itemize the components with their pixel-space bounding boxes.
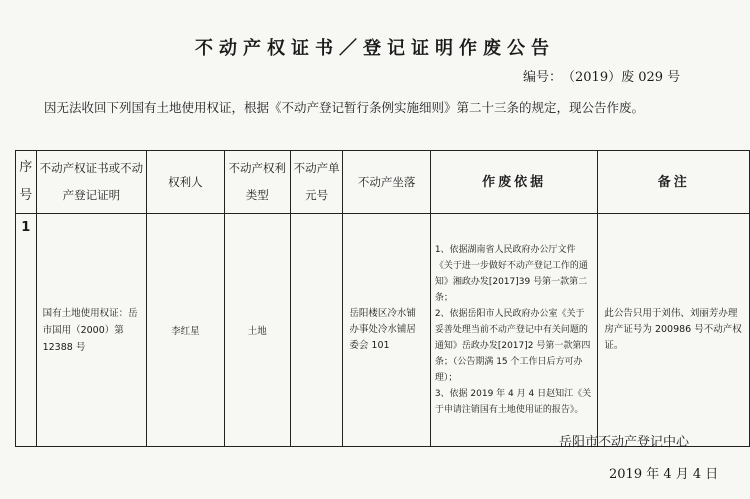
cell-cert: 国有土地使用权证：岳市国用（2000）第 12388 号 [36,214,147,447]
header-remark: 备注 [598,151,750,214]
notice-title: 不动产权证书／登记证明作废公告 [195,38,555,59]
header-holder: 权利人 [147,151,225,214]
header-cert: 不动产权证书或不动产登记证明 [36,151,147,214]
table-header-row [16,151,750,214]
notice-intro: 因无法收回下列国有土地使用权证，根据《不动产登记暂行条例实施细则》第二十三条的规定，现公告作废。 [44,100,645,115]
header-seq: 序号 [16,151,37,214]
issue-date: 2019 年 4 月 4 日 [609,467,719,482]
voided-certificates-table [15,150,750,447]
reason-item: 1、依据湖南省人民政府办公厅文件《关于进一步做好不动产登记工作的通知》湘政办发[2017]39 号第一款第二条； [434,245,588,303]
cell-remark: 此公告只用于刘伟、刘丽芳办理房产证号为 200986 号不动产权证。 [598,214,750,447]
reason-item: 3、依据 2019 年 4 月 4 日赵知江《关于申请注销国有土地使用证的报告》。 [434,389,592,415]
header-location: 不动产坐落 [343,151,430,214]
table-row [16,214,750,447]
issuing-authority: 岳阳市不动产登记中心 [559,435,690,450]
document-number: 编号： （2019）废 029 号 [523,70,681,85]
cell-holder: 李红星 [147,214,225,447]
header-right-type: 不动产权利类型 [224,151,290,214]
reason-item: 2、依据岳阳市人民政府办公室《关于妥善处理当前不动产登记中有关问题的通知》岳政办发[2017]2 号第一款第四条；（公告期满 15 个工作日后方可办理）； [434,309,591,383]
header-reason: 作废依据 [430,151,598,214]
cell-reason [430,214,598,447]
cell-seq: 1 [16,214,37,447]
cell-unit-no [290,214,343,447]
cell-location: 岳阳楼区冷水铺办事处冷水铺居委会 101 [343,214,430,447]
header-unit-no: 不动产单元号 [290,151,343,214]
cell-right-type: 土地 [224,214,290,447]
